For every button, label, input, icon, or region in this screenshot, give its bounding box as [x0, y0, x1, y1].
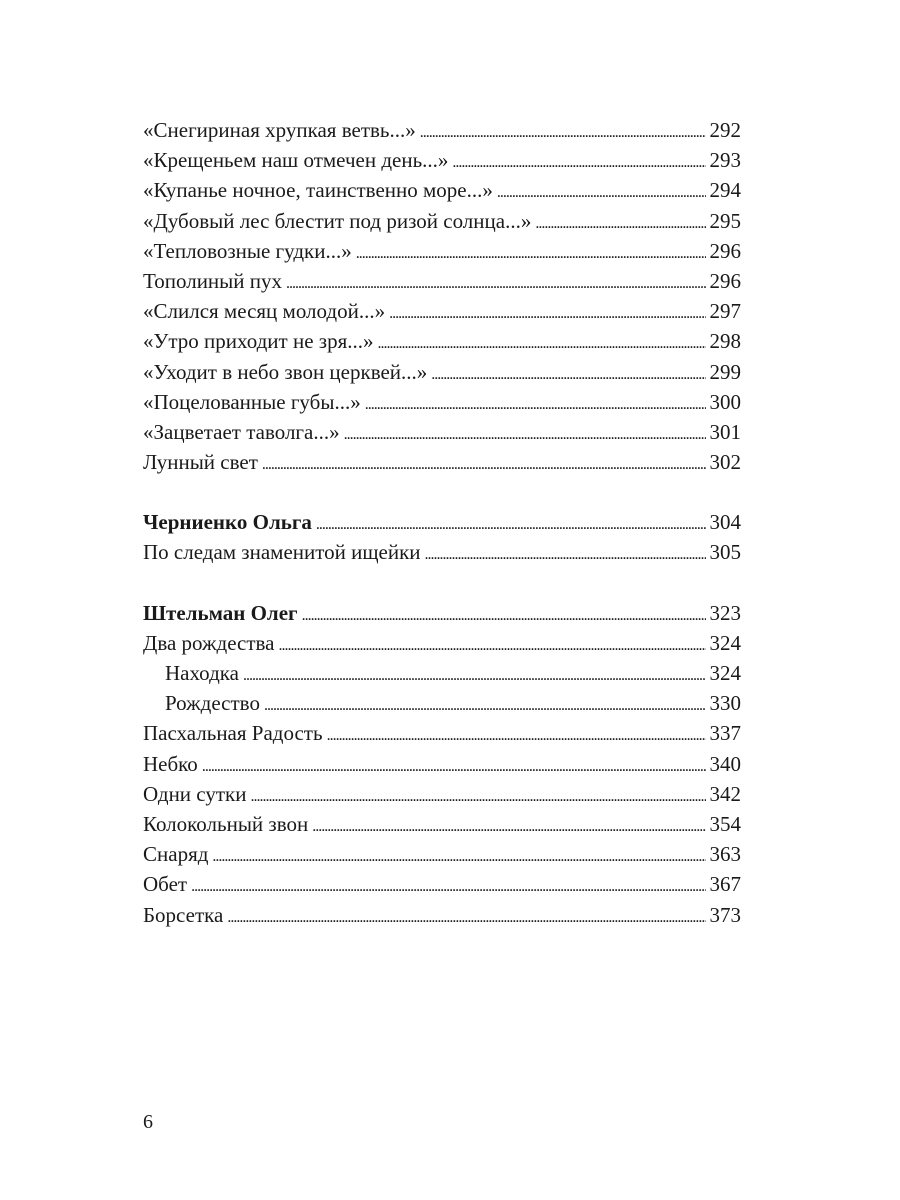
entry-page-number: 330: [709, 691, 741, 716]
entry-title: «Поцелованные губы...»: [143, 389, 361, 414]
toc-entry: [143, 357, 741, 387]
dot-leader: [327, 718, 706, 748]
dot-leader: [279, 628, 706, 658]
toc-entry: [143, 537, 741, 567]
dot-leader: [191, 869, 705, 899]
entry-page-number: 298: [709, 329, 741, 354]
entry-page-number: 296: [709, 238, 741, 263]
entry-page-number: 292: [709, 118, 741, 142]
dot-leader: [212, 839, 705, 869]
entry-title: Находка: [165, 661, 239, 685]
entry-page-number: 301: [709, 419, 741, 444]
entry-title: Тополиный пух: [143, 268, 283, 293]
dot-leader: [312, 809, 705, 839]
dot-leader: [420, 115, 706, 145]
entry-title: «Дубовый лес блестит под ризой солнца...»: [143, 208, 532, 233]
entry-title: «Уходит в небо звон церквей...»: [143, 359, 428, 384]
toc-entry: [143, 447, 741, 477]
dot-leader: [535, 206, 705, 236]
entry-title: «Тепловозные гудки...»: [143, 238, 352, 263]
entry-title: «Крещеньем наш отмечен день...»: [143, 148, 449, 173]
toc-entry: [143, 839, 741, 869]
toc-entry: [143, 296, 741, 326]
entry-page-number: 293: [709, 148, 741, 173]
dot-leader: [316, 507, 706, 537]
toc-entry: [143, 326, 741, 356]
entry-page-number: 305: [709, 540, 741, 565]
entry-page-number: 342: [709, 781, 741, 806]
toc-entry: [143, 809, 741, 839]
dot-leader: [452, 145, 705, 175]
toc-section: [143, 598, 741, 930]
dot-leader: [264, 688, 706, 718]
dot-leader: [356, 236, 706, 266]
toc-entry: [143, 145, 741, 175]
dot-leader: [250, 779, 705, 809]
entry-page-number: 324: [709, 661, 741, 685]
table-of-contents: [143, 115, 741, 930]
entry-page-number: 299: [709, 359, 741, 384]
page-number: 6: [143, 1111, 153, 1133]
author-name: Черниенко Ольга: [143, 510, 312, 535]
entry-page-number: 297: [709, 299, 741, 324]
entry-title: «Утро приходит не зря...»: [143, 329, 374, 354]
toc-entry: [143, 417, 741, 447]
toc-entry: [143, 749, 741, 779]
toc-section: [143, 115, 741, 477]
entry-page-number: 373: [709, 902, 741, 927]
entry-title: Небко: [143, 751, 198, 776]
entry-page-number: 323: [709, 600, 741, 625]
toc-entry: [143, 900, 741, 930]
dot-leader: [389, 296, 705, 326]
entry-title: Лунный свет: [143, 450, 258, 475]
entry-page-number: 295: [709, 208, 741, 233]
entry-title: Одни сутки: [143, 781, 247, 806]
entry-page-number: 340: [709, 751, 741, 776]
dot-leader: [378, 326, 706, 356]
toc-entry: [143, 779, 741, 809]
dot-leader: [431, 357, 705, 387]
dot-leader: [425, 537, 706, 567]
toc-entry: [143, 387, 741, 417]
entry-page-number: 363: [709, 842, 741, 867]
entry-page-number: 304: [709, 510, 741, 535]
entry-page-number: 354: [709, 811, 741, 836]
author-name: Штельман Олег: [143, 600, 298, 625]
dot-leader: [286, 266, 705, 296]
toc-entry: [143, 869, 741, 899]
toc-entry: [143, 236, 741, 266]
entry-page-number: 324: [709, 630, 741, 655]
entry-title: Борсетка: [143, 902, 224, 927]
entry-title: По следам знаменитой ищейки: [143, 540, 421, 565]
entry-title: «Зацветает таволга...»: [143, 419, 340, 444]
toc-section: [143, 507, 741, 567]
toc-entry: [143, 115, 741, 145]
entry-title: Снаряд: [143, 842, 209, 867]
toc-author-entry: [143, 598, 741, 628]
entry-page-number: 296: [709, 268, 741, 293]
toc-subentry: [143, 688, 741, 718]
entry-title: «Купанье ночное, таинственно море...»: [143, 178, 493, 203]
entry-title: «Снегириная хрупкая ветвь...»: [143, 118, 416, 142]
entry-page-number: 300: [709, 389, 741, 414]
toc-entry: [143, 206, 741, 236]
entry-title: Два рождества: [143, 630, 275, 655]
entry-page-number: 302: [709, 450, 741, 475]
toc-entry: [143, 718, 741, 748]
entry-title: Пасхальная Радость: [143, 721, 323, 746]
entry-page-number: 294: [709, 178, 741, 203]
entry-title: Колокольный звон: [143, 811, 309, 836]
dot-leader: [243, 658, 706, 688]
toc-entry: [143, 266, 741, 296]
toc-author-entry: [143, 507, 741, 537]
dot-leader: [302, 598, 706, 628]
entry-title: «Слился месяц молодой...»: [143, 299, 386, 324]
dot-leader: [497, 175, 706, 205]
dot-leader: [262, 447, 706, 477]
dot-leader: [202, 749, 706, 779]
entry-page-number: 367: [709, 872, 741, 897]
toc-entry: [143, 175, 741, 205]
dot-leader: [344, 417, 706, 447]
dot-leader: [227, 900, 705, 930]
dot-leader: [365, 387, 706, 417]
toc-subentry: [143, 658, 741, 688]
entry-page-number: 337: [709, 721, 741, 746]
entry-title: Обет: [143, 872, 188, 897]
entry-title: Рождество: [165, 691, 260, 716]
toc-entry: [143, 628, 741, 658]
